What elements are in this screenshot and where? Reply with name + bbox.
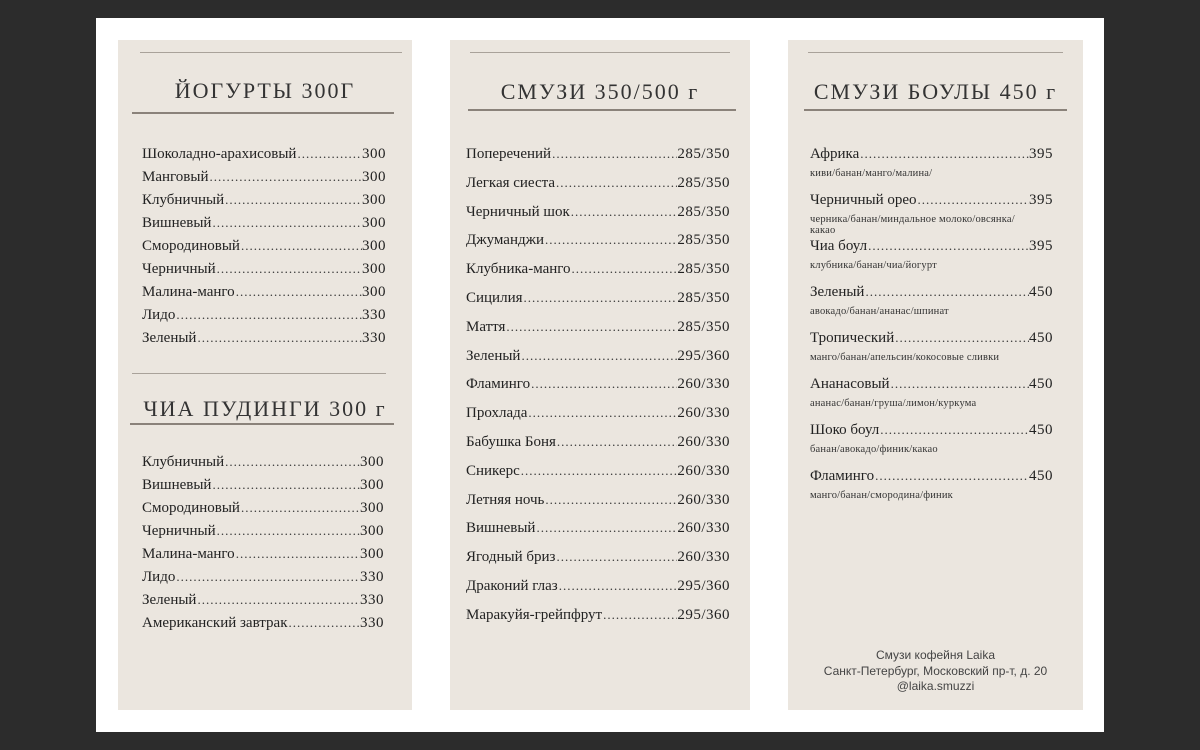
dot-leader: [530, 376, 677, 392]
item-ingredients: клубника/банан/чиа/йогурт: [810, 260, 937, 271]
list-item: [810, 422, 1053, 468]
item-price: 450: [1029, 422, 1053, 438]
item-name: Зеленый: [810, 284, 865, 300]
cafe-handle: @laika.smuzzi: [896, 679, 975, 693]
item-price: 260/330: [677, 520, 730, 537]
item-name: Зеленый: [142, 330, 197, 346]
item-name: Тропический: [810, 330, 895, 346]
dot-leader: [555, 175, 677, 191]
item-ingredients-cont: какао: [810, 225, 836, 236]
item-name: Фламинго: [810, 468, 875, 484]
panel-smoothies: [450, 40, 750, 710]
menu-item-row: [810, 284, 1053, 306]
item-price: 285/350: [677, 146, 730, 162]
item-price: 285/350: [677, 203, 730, 220]
chia-list: [142, 454, 384, 638]
item-ingredients: черника/банан/миндальное молоко/овсянка/: [810, 214, 1015, 225]
item-ingredients: авокадо/банан/ананас/шпинат: [810, 306, 949, 317]
menu-item-row: [142, 330, 386, 353]
dot-leader: [558, 578, 678, 594]
dot-leader: [879, 422, 1029, 438]
list-item: [142, 546, 384, 569]
menu-item-row: [810, 330, 1053, 352]
item-price: 295/360: [677, 347, 730, 364]
header-top-rule: [132, 373, 386, 374]
list-item: [466, 463, 730, 492]
list-item: [466, 578, 730, 607]
item-name: Черничный: [142, 523, 216, 539]
list-item: [466, 319, 730, 348]
bowls-title: СМУЗИ БОУЛЫ 450 г: [813, 79, 1058, 104]
list-item: [142, 238, 386, 261]
menu-item-row: [142, 500, 384, 523]
list-item: [142, 261, 386, 284]
item-name: Клубничный: [142, 192, 225, 208]
item-name: Прохлада: [466, 405, 528, 422]
item-name: Смородиновый: [142, 500, 240, 516]
item-name: Смородиновый: [142, 238, 240, 254]
header-bottom-rule: [132, 112, 394, 114]
item-price: 260/330: [677, 433, 730, 450]
list-item: [810, 468, 1053, 514]
menu-item-row: [466, 578, 730, 607]
dot-leader: [216, 261, 362, 277]
menu-item-row: [466, 146, 730, 175]
list-item: [142, 330, 386, 353]
list-item: [466, 261, 730, 290]
dot-leader: [287, 615, 360, 631]
list-item: [810, 284, 1053, 330]
item-name: Сицилия: [466, 289, 523, 306]
list-item: [142, 307, 386, 330]
item-name: Клубничный: [142, 454, 225, 470]
list-item: [466, 376, 730, 405]
dot-leader: [527, 405, 677, 421]
list-item: [810, 192, 1053, 238]
menu-item-row: [142, 592, 384, 615]
dot-leader: [551, 146, 677, 162]
dot-leader: [520, 348, 677, 364]
menu-item-row: [466, 376, 730, 405]
menu-item-row: [466, 232, 730, 261]
menu-item-row: [142, 307, 386, 330]
list-item: [142, 454, 384, 477]
header-bottom-rule: [130, 423, 394, 425]
dot-leader: [505, 319, 677, 335]
dot-leader: [602, 607, 677, 623]
item-price: 300: [362, 238, 386, 254]
menu-item-row: [142, 238, 386, 261]
item-price: 395: [1029, 238, 1053, 254]
dot-leader: [874, 468, 1029, 484]
item-name: Чиа боул: [810, 238, 868, 254]
list-item: [142, 215, 386, 238]
dot-leader: [859, 146, 1029, 162]
item-name: Джуманджи: [466, 232, 544, 249]
item-price: 450: [1029, 330, 1053, 346]
item-price: 285/350: [677, 289, 730, 306]
item-price: 450: [1029, 468, 1053, 484]
menu-item-row: [466, 290, 730, 319]
menu-item-row: [466, 204, 730, 233]
cafe-info: [788, 648, 1083, 695]
item-name: Вишневый: [466, 520, 536, 537]
item-price: 330: [362, 307, 386, 323]
menu-sheet: [96, 18, 1104, 732]
item-ingredients: киви/банан/манго/малина/: [810, 168, 933, 179]
dot-leader: [523, 290, 678, 306]
list-item: [810, 238, 1053, 284]
list-item: [810, 146, 1053, 192]
menu-item-row: [466, 463, 730, 492]
item-price: 300: [362, 261, 386, 277]
menu-item-row: [142, 477, 384, 500]
item-price: 330: [360, 615, 384, 631]
item-name: Африка: [810, 146, 860, 162]
item-price: 285/350: [677, 174, 730, 191]
item-price: 300: [362, 284, 386, 300]
list-item: [466, 549, 730, 578]
item-name: Зеленый: [466, 347, 521, 364]
dot-leader: [864, 284, 1029, 300]
list-item: [466, 204, 730, 233]
smoothies-list: [466, 146, 730, 636]
menu-item-row: [142, 215, 386, 238]
item-price: 300: [360, 454, 384, 470]
item-price: 285/350: [677, 232, 730, 249]
menu-item-row: [142, 454, 384, 477]
item-price: 395: [1029, 146, 1053, 162]
item-name: Драконий глаз: [466, 577, 558, 594]
list-item: [142, 615, 384, 638]
menu-item-row: [466, 261, 730, 290]
header-bottom-rule: [468, 109, 736, 111]
panel-yogurts-chia: [118, 40, 412, 710]
dot-leader: [216, 523, 360, 539]
header-top-rule: [470, 52, 730, 53]
dot-leader: [571, 261, 678, 277]
list-item: [142, 592, 384, 615]
list-item: [466, 232, 730, 261]
list-item: [810, 330, 1053, 376]
menu-item-row: [142, 261, 386, 284]
item-price: 300: [360, 500, 384, 516]
list-item: [142, 146, 386, 169]
item-price: 300: [362, 215, 386, 231]
item-price: 330: [362, 330, 386, 346]
menu-item-row: [142, 169, 386, 192]
item-name: Шоко боул: [810, 422, 880, 438]
menu-item-row: [142, 284, 386, 307]
cafe-address: Санкт-Петербург, Московский пр-т, д. 20: [823, 663, 1048, 678]
dot-leader: [867, 238, 1029, 254]
item-name: Черничный шок: [466, 203, 570, 220]
chia-title: ЧИА ПУДИНГИ 300 г: [143, 396, 387, 421]
list-item: [142, 284, 386, 307]
item-name: Легкая сиеста: [466, 174, 556, 191]
dot-leader: [235, 546, 360, 562]
dot-leader: [224, 454, 360, 470]
item-name: Лидо: [142, 307, 176, 323]
item-name: Шоколадно-арахисовый: [142, 146, 297, 162]
item-price: 285/350: [677, 261, 730, 278]
panel-bowls: [788, 40, 1083, 710]
item-name: Маття: [466, 318, 506, 335]
menu-item-row: [810, 192, 1053, 214]
dot-leader: [196, 592, 360, 608]
list-item: [142, 477, 384, 500]
item-price: 260/330: [677, 462, 730, 479]
yogurts-list: [142, 146, 386, 353]
item-price: 395: [1029, 192, 1053, 208]
item-name: Малина-манго: [142, 546, 235, 562]
item-name: Черничный орео: [810, 192, 917, 208]
item-price: 300: [360, 523, 384, 539]
menu-item-row: [810, 238, 1053, 260]
list-item: [466, 290, 730, 319]
header-bottom-rule: [804, 109, 1067, 111]
dot-leader: [520, 463, 678, 479]
dot-leader: [175, 569, 360, 585]
dot-leader: [556, 434, 677, 450]
menu-item-row: [142, 546, 384, 569]
item-name: Летняя ночь: [466, 491, 545, 508]
item-name: Малина-манго: [142, 284, 235, 300]
item-price: 450: [1029, 376, 1053, 392]
item-price: 295/360: [677, 577, 730, 594]
item-price: 260/330: [677, 491, 730, 508]
dot-leader: [544, 232, 677, 248]
item-price: 300: [362, 146, 386, 162]
list-item: [142, 523, 384, 546]
item-name: Фламинго: [466, 376, 531, 393]
menu-item-row: [466, 607, 730, 636]
item-price: 260/330: [677, 549, 730, 566]
list-item: [142, 569, 384, 592]
item-name: Вишневый: [142, 215, 212, 231]
item-price: 295/360: [677, 606, 730, 623]
item-name: Ананасовый: [810, 376, 890, 392]
dot-leader: [296, 146, 362, 162]
list-item: [466, 146, 730, 175]
item-name: Ягодный бриз: [466, 549, 556, 566]
dot-leader: [555, 549, 677, 565]
menu-item-row: [466, 434, 730, 463]
list-item: [466, 607, 730, 636]
item-name: Вишневый: [142, 477, 212, 493]
item-name: Манговый: [142, 169, 209, 185]
menu-item-row: [466, 549, 730, 578]
item-ingredients: манго/банан/смородина/финик: [810, 490, 953, 501]
dot-leader: [211, 477, 360, 493]
list-item: [466, 434, 730, 463]
menu-item-row: [810, 146, 1053, 168]
menu-item-row: [142, 569, 384, 592]
item-price: 260/330: [677, 376, 730, 393]
item-name: Американский завтрак: [142, 615, 288, 631]
item-name: Сникерс: [466, 462, 520, 479]
dot-leader: [570, 204, 678, 220]
dot-leader: [209, 169, 363, 185]
item-price: 450: [1029, 284, 1053, 300]
menu-item-row: [466, 348, 730, 377]
list-item: [466, 492, 730, 521]
dot-leader: [917, 192, 1029, 208]
dot-leader: [211, 215, 362, 231]
item-name: Зеленый: [142, 592, 197, 608]
dot-leader: [240, 238, 362, 254]
menu-item-row: [466, 492, 730, 521]
item-name: Поперечений: [466, 146, 552, 162]
menu-item-row: [466, 175, 730, 204]
list-item: [142, 192, 386, 215]
menu-item-row: [466, 520, 730, 549]
cafe-name: Смузи кофейня Laika: [875, 648, 996, 662]
menu-item-row: [142, 146, 386, 169]
dot-leader: [535, 520, 677, 536]
list-item: [466, 405, 730, 434]
dot-leader: [544, 492, 677, 508]
smoothies-title: СМУЗИ 350/500 г: [500, 79, 700, 104]
item-name: Черничный: [142, 261, 216, 277]
dot-leader: [196, 330, 362, 346]
menu-item-row: [810, 422, 1053, 444]
item-name: Бабушка Боня: [466, 433, 556, 450]
menu-item-row: [466, 405, 730, 434]
dot-leader: [890, 376, 1029, 392]
item-ingredients: ананас/банан/груша/лимон/куркума: [810, 398, 977, 409]
list-item: [142, 500, 384, 523]
item-price: 300: [360, 546, 384, 562]
bowls-list: [810, 146, 1053, 514]
menu-item-row: [142, 523, 384, 546]
item-price: 260/330: [677, 405, 730, 422]
item-price: 300: [360, 477, 384, 493]
menu-item-row: [810, 468, 1053, 490]
header-top-rule: [140, 52, 402, 53]
item-name: Клубника-манго: [466, 261, 571, 278]
item-price: 285/350: [677, 318, 730, 335]
list-item: [466, 175, 730, 204]
list-item: [810, 376, 1053, 422]
yogurts-title: ЙОГУРТЫ 300Г: [174, 78, 356, 103]
menu-item-row: [142, 615, 384, 638]
dot-leader: [240, 500, 360, 516]
dot-leader: [894, 330, 1029, 346]
item-price: 330: [360, 569, 384, 585]
dot-leader: [175, 307, 362, 323]
item-price: 300: [362, 192, 386, 208]
list-item: [466, 520, 730, 549]
item-ingredients: манго/банан/апельсин/кокосовые сливки: [810, 352, 1000, 363]
dot-leader: [235, 284, 362, 300]
menu-item-row: [466, 319, 730, 348]
list-item: [142, 169, 386, 192]
item-name: Лидо: [142, 569, 176, 585]
item-price: 330: [360, 592, 384, 608]
list-item: [466, 348, 730, 377]
item-ingredients: банан/авокадо/финик/какао: [810, 444, 938, 455]
menu-item-row: [142, 192, 386, 215]
item-name: Маракуйя-грейпфрут: [466, 606, 603, 623]
dot-leader: [224, 192, 362, 208]
header-top-rule: [808, 52, 1063, 53]
menu-item-row: [810, 376, 1053, 398]
item-price: 300: [362, 169, 386, 185]
